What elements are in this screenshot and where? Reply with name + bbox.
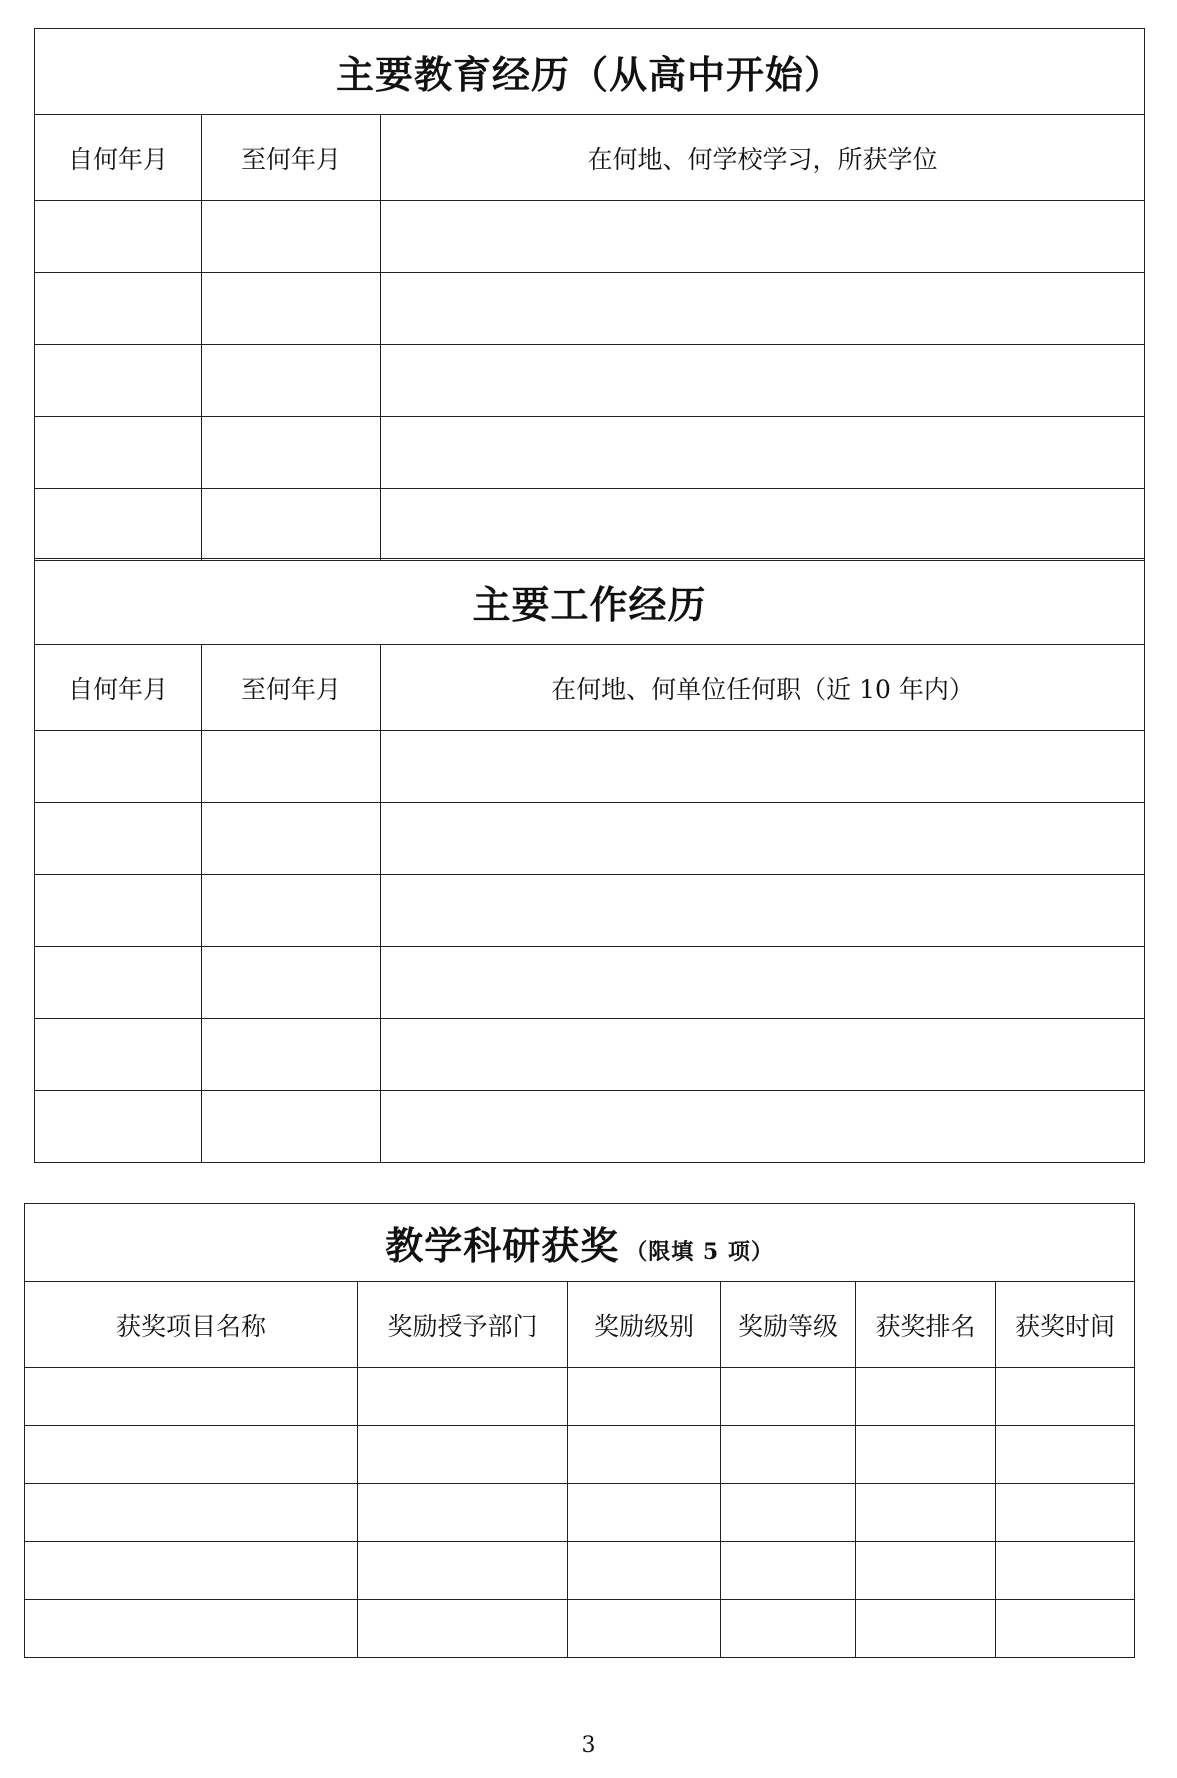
awards-header-date: 获奖时间 (996, 1282, 1135, 1368)
table-row (35, 345, 1145, 417)
awards-cell-department[interactable] (358, 1600, 568, 1658)
awards-header-project: 获奖项目名称 (25, 1282, 358, 1368)
table-row (35, 1019, 1145, 1091)
education-cell-to[interactable] (202, 201, 381, 273)
awards-cell-rank[interactable] (856, 1426, 996, 1484)
awards-table (24, 1203, 1135, 1658)
awards-cell-grade[interactable] (721, 1542, 856, 1600)
table-row (35, 947, 1145, 1019)
table-row (35, 803, 1145, 875)
awards-title-note: （限填 5 项） (625, 1239, 774, 1265)
table-row (35, 875, 1145, 947)
work-cell-position[interactable] (381, 875, 1145, 947)
education-table (34, 28, 1145, 561)
awards-cell-level[interactable] (568, 1600, 721, 1658)
awards-cell-level[interactable] (568, 1426, 721, 1484)
awards-cell-grade[interactable] (721, 1368, 856, 1426)
awards-header-rank: 获奖排名 (856, 1282, 996, 1368)
awards-header-level: 奖励级别 (568, 1282, 721, 1368)
education-cell-from[interactable] (35, 345, 202, 417)
awards-title (25, 1204, 1135, 1282)
work-cell-from[interactable] (35, 731, 202, 803)
work-cell-from[interactable] (35, 803, 202, 875)
awards-cell-date[interactable] (996, 1600, 1135, 1658)
table-row (35, 417, 1145, 489)
awards-cell-project[interactable] (25, 1484, 358, 1542)
education-cell-school[interactable] (381, 345, 1145, 417)
education-cell-to[interactable] (202, 273, 381, 345)
work-cell-position[interactable] (381, 947, 1145, 1019)
awards-cell-rank[interactable] (856, 1600, 996, 1658)
education-cell-school[interactable] (381, 273, 1145, 345)
awards-cell-department[interactable] (358, 1426, 568, 1484)
work-cell-to[interactable] (202, 731, 381, 803)
awards-cell-date[interactable] (996, 1368, 1135, 1426)
table-row (35, 273, 1145, 345)
awards-cell-date[interactable] (996, 1426, 1135, 1484)
table-row (25, 1484, 1135, 1542)
education-title (35, 29, 1145, 115)
work-cell-to[interactable] (202, 1091, 381, 1163)
awards-cell-grade[interactable] (721, 1426, 856, 1484)
table-row (35, 1091, 1145, 1163)
awards-cell-project[interactable] (25, 1426, 358, 1484)
awards-cell-date[interactable] (996, 1484, 1135, 1542)
awards-cell-rank[interactable] (856, 1368, 996, 1426)
awards-cell-grade[interactable] (721, 1600, 856, 1658)
page-number: 3 (581, 1733, 596, 1758)
education-cell-school[interactable] (381, 201, 1145, 273)
work-cell-from[interactable] (35, 1091, 202, 1163)
work-header-to: 至何年月 (202, 645, 381, 731)
awards-cell-grade[interactable] (721, 1484, 856, 1542)
education-cell-from[interactable] (35, 417, 202, 489)
work-title-text: 主要工作经历 (472, 583, 707, 627)
table-row (35, 731, 1145, 803)
work-cell-to[interactable] (202, 803, 381, 875)
education-header-school: 在何地、何学校学习，所获学位 (381, 115, 1145, 201)
education-cell-from[interactable] (35, 489, 202, 561)
awards-cell-project[interactable] (25, 1600, 358, 1658)
education-cell-school[interactable] (381, 417, 1145, 489)
table-row (25, 1600, 1135, 1658)
table-row (25, 1542, 1135, 1600)
education-title-text: 主要教育经历（从高中开始） (336, 53, 844, 97)
table-row (25, 1426, 1135, 1484)
work-cell-position[interactable] (381, 731, 1145, 803)
work-cell-position[interactable] (381, 803, 1145, 875)
education-cell-from[interactable] (35, 273, 202, 345)
awards-header-grade: 奖励等级 (721, 1282, 856, 1368)
awards-cell-rank[interactable] (856, 1542, 996, 1600)
work-header-position: 在何地、何单位任何职（近 10 年内） (381, 645, 1145, 731)
work-cell-to[interactable] (202, 1019, 381, 1091)
awards-title-text: 教学科研获奖 (385, 1224, 620, 1268)
table-row (25, 1368, 1135, 1426)
work-table (34, 558, 1145, 1163)
work-cell-from[interactable] (35, 1019, 202, 1091)
table-row (35, 201, 1145, 273)
work-cell-position[interactable] (381, 1019, 1145, 1091)
work-title (35, 559, 1145, 645)
awards-cell-project[interactable] (25, 1542, 358, 1600)
education-cell-from[interactable] (35, 201, 202, 273)
awards-cell-project[interactable] (25, 1368, 358, 1426)
work-cell-to[interactable] (202, 875, 381, 947)
awards-cell-date[interactable] (996, 1542, 1135, 1600)
education-cell-school[interactable] (381, 489, 1145, 561)
education-cell-to[interactable] (202, 417, 381, 489)
education-header-to: 至何年月 (202, 115, 381, 201)
awards-cell-department[interactable] (358, 1542, 568, 1600)
work-cell-position[interactable] (381, 1091, 1145, 1163)
education-cell-to[interactable] (202, 345, 381, 417)
work-cell-from[interactable] (35, 875, 202, 947)
awards-cell-level[interactable] (568, 1368, 721, 1426)
work-header-from: 自何年月 (35, 645, 202, 731)
awards-cell-level[interactable] (568, 1484, 721, 1542)
education-cell-to[interactable] (202, 489, 381, 561)
awards-cell-department[interactable] (358, 1368, 568, 1426)
table-row (35, 489, 1145, 561)
awards-header-department: 奖励授予部门 (358, 1282, 568, 1368)
work-cell-to[interactable] (202, 947, 381, 1019)
education-header-from: 自何年月 (35, 115, 202, 201)
awards-cell-level[interactable] (568, 1542, 721, 1600)
work-cell-from[interactable] (35, 947, 202, 1019)
awards-cell-rank[interactable] (856, 1484, 996, 1542)
awards-cell-department[interactable] (358, 1484, 568, 1542)
